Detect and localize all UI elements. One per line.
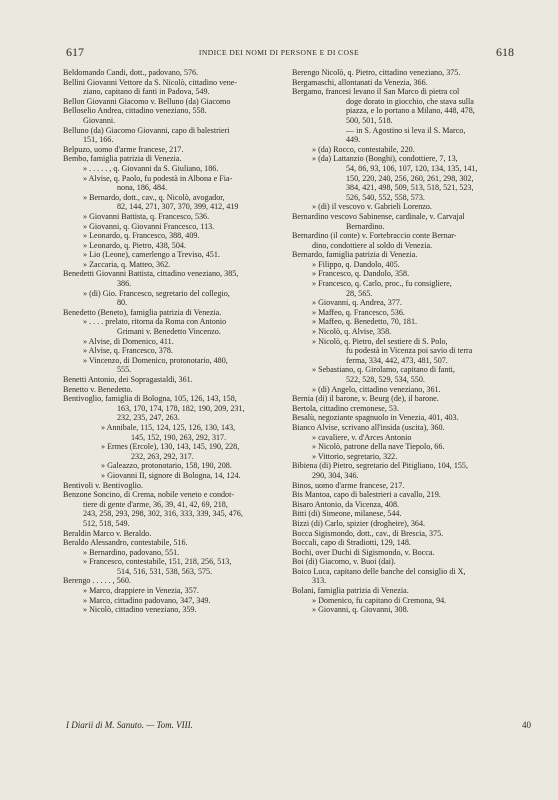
index-line: Benedetto (Beneto), famiglia patrizia di Venezia. bbox=[63, 307, 222, 317]
index-line: Beraldin Marco v. Beraldo. bbox=[63, 528, 152, 538]
index-line: » Marco, cittadino padovano, 347, 349. bbox=[83, 595, 211, 605]
index-line: » Vittorio, segretario, 322. bbox=[312, 451, 398, 461]
index-line: fu podestà in Vicenza poi savio di terra bbox=[346, 346, 473, 356]
index-line: — in S. Agostino si leva il S. Marco, bbox=[346, 125, 466, 135]
index-line: Belpuzo, uomo d'arme francese, 217. bbox=[63, 144, 184, 154]
index-line: » Alvise, di Domenico, 411. bbox=[83, 336, 174, 346]
index-line: » (di) il vescovo v. Gabrieli Lorenzo. bbox=[312, 202, 432, 212]
index-line: 514, 516, 531, 538, 563, 575. bbox=[117, 566, 213, 576]
index-line: 28, 565. bbox=[346, 288, 373, 298]
index-line: Bernardino (il conte) v. Fortebraccio conte Bernar- bbox=[292, 231, 457, 241]
index-line: Bellini Giovanni Vettore da S. Nicolò, cittadino vene- bbox=[63, 77, 238, 87]
index-line: Beraldo Alessandro, contestabile, 516. bbox=[63, 538, 188, 548]
index-line: tiere di gente d'arme, 36, 39, 41, 42, 69, 218, bbox=[83, 499, 228, 509]
index-line: 80. bbox=[117, 298, 128, 308]
index-line: 54, 86, 93, 106, 107, 120, 134, 135, 141, bbox=[346, 163, 478, 173]
index-line: » Nicolò, cittadino veneziano, 359. bbox=[83, 605, 197, 615]
index-line: » Francesco, q. Carlo, proc., fu consigliere, bbox=[312, 279, 452, 289]
index-line: 290, 304, 346. bbox=[312, 470, 359, 480]
index-line: piazza, e lo portano a Milano, 448, 478, bbox=[346, 106, 475, 116]
index-line: Beldomando Candi, dott., padovano, 576. bbox=[63, 68, 199, 77]
index-line: 555. bbox=[117, 365, 132, 375]
index-line: Boico Luca, capitano delle banche del consiglio di X, bbox=[292, 566, 466, 576]
index-line: » Alvise, q. Paolo, fu podestà in Albona e Fia- bbox=[83, 173, 233, 183]
index-line: Benetto v. Benedetto. bbox=[63, 384, 133, 394]
index-line: Bernardino. bbox=[346, 221, 385, 231]
index-line: » (di) Gio. Francesco, segretario del collegio, bbox=[83, 288, 230, 298]
index-line: Bocca Sigismondo, dott., cav., di Brescia, 375. bbox=[292, 528, 444, 538]
index-line: Bentivoglio, famiglia di Bologna, 105, 126, 143, 158, bbox=[63, 394, 237, 404]
index-line: » Leonardo, q. Pietro, 438, 504. bbox=[83, 240, 186, 250]
index-line: Bernardino vescovo Sabinense, cardinale, v. Carvajal bbox=[292, 211, 465, 221]
index-line: » Nicolò, q. Alvise, 358. bbox=[312, 327, 392, 337]
index-line: Boccali, capo di Stradiotti, 129, 148. bbox=[292, 538, 411, 548]
index-line: Bellon Giovanni Giacomo v. Belluno (da) Giacomo bbox=[63, 96, 231, 106]
index-line: » Sebastiano, q. Girolamo, capitano di fanti, bbox=[312, 365, 455, 375]
index-line: Binos, uomo d'arme francese, 217. bbox=[292, 480, 405, 490]
index-line: Bochi, over Duchi di Sigismondo, v. Bocca. bbox=[292, 547, 435, 557]
index-line: 386. bbox=[117, 279, 132, 289]
index-line: » Giovanni II, signore di Bologna, 14, 124. bbox=[101, 470, 241, 480]
index-line: » Maffeo, q. Francesco, 536. bbox=[312, 307, 405, 317]
index-line: » Francesco, q. Dandolo, 358. bbox=[312, 269, 410, 279]
index-line: 145, 152, 190, 263, 292, 317. bbox=[131, 432, 227, 442]
index-line: Bertola, cittadino cremonese, 53. bbox=[292, 403, 399, 413]
index-line: » Galeazzo, protonotario, 158, 190, 208. bbox=[101, 461, 232, 471]
index-line: dino, condottiere al soldo di Venezia. bbox=[312, 240, 433, 250]
index-line: » Giovanni, q. Giovanni Francesco, 113. bbox=[83, 221, 215, 231]
index-line: » cavaliere, v. d'Arces Antonio bbox=[312, 432, 412, 442]
footer-citation: I Diarii di M. Sanuto. — Tom. VIII. bbox=[66, 720, 193, 730]
index-line: nona, 186, 484. bbox=[117, 183, 168, 193]
index-line: » (di) Angelo, cittadino veneziano, 361. bbox=[312, 384, 441, 394]
index-column-right bbox=[292, 68, 525, 615]
index-line: 82, 144, 271, 307, 370, 399, 412, 419 bbox=[117, 202, 239, 212]
index-line: » Alvise, q. Francesco, 378. bbox=[83, 346, 173, 356]
page-number-left: 617 bbox=[66, 45, 84, 59]
index-line: 232, 235, 247, 263. bbox=[117, 413, 180, 423]
index-line: » . . . . prelato, ritorna da Roma con Antonio bbox=[83, 317, 227, 327]
index-line: » Bernardino, padovano, 551. bbox=[83, 547, 180, 557]
index-line: » Vincenzo, di Domenico, protonotario, 480, bbox=[83, 355, 228, 365]
index-line: Belluno (da) Giacomo Giovanni, capo di balestrieri bbox=[63, 125, 230, 135]
index-line: Benzone Soncino, di Crema, nobile veneto e condot- bbox=[63, 490, 235, 500]
index-line: 313. bbox=[312, 576, 327, 586]
index-line: Bergamo, francesi levano il San Marco di pietra col bbox=[292, 87, 460, 97]
index-line: 243, 258, 293, 298, 302, 316, 333, 339, 345, 476, bbox=[83, 509, 243, 519]
index-line: » Leonardo, q. Francesco, 388, 409. bbox=[83, 231, 200, 241]
index-line: 512, 518, 549. bbox=[83, 518, 130, 528]
index-line: » Marco, drappiere in Venezia, 357. bbox=[83, 586, 199, 596]
index-line: Benedetti Giovanni Battista, cittadino veneziano, 385, bbox=[63, 269, 239, 279]
index-line: Bibiena (di) Pietro, segretario del Pitigliano, 104, 155, bbox=[292, 461, 469, 471]
index-line: ziano, capitano di fanti in Padova, 549. bbox=[83, 87, 210, 97]
index-line: Bernia (di) il barone, v. Beurg (de), il barone. bbox=[292, 394, 439, 404]
index-line: 150, 220, 240, 256, 260, 261, 298, 302, bbox=[346, 173, 474, 183]
index-line: Berengo . . . . . , 560. bbox=[63, 576, 131, 586]
index-line: Berengo Nicolò, q. Pietro, cittadino veneziano, 375. bbox=[292, 68, 461, 77]
index-line: » Domenico, fu capitano di Cremona, 94. bbox=[312, 595, 447, 605]
index-line: Benetti Antonio, dei Sopragastaldi, 361. bbox=[63, 375, 193, 384]
index-line: Bembo, famiglia patrizia di Venezia. bbox=[63, 154, 182, 164]
index-line: » Zaccaria, q. Matteo, 362. bbox=[83, 259, 171, 269]
index-line: » Francesco, contestabile, 151, 218, 256, 513, bbox=[83, 557, 232, 567]
index-line: 151, 166. bbox=[83, 135, 114, 145]
index-line: » Bernardo, dott., cav., q. Nicolò, avogador, bbox=[83, 192, 225, 202]
index-line: Giovanni. bbox=[83, 115, 116, 125]
index-line: Bolani, famiglia patrizia di Venezia. bbox=[292, 586, 409, 596]
index-line: 449. bbox=[346, 135, 361, 145]
index-line: Bernardo, famiglia patrizia di Venezia. bbox=[292, 250, 418, 260]
index-line: » Giovanni, q. Giovanni, 308. bbox=[312, 605, 409, 615]
index-line: Bisaro Antonio, da Vicenza, 408. bbox=[292, 499, 400, 509]
index-line: » Filippo, q. Dandolo, 405. bbox=[312, 259, 400, 269]
index-column-left bbox=[63, 68, 298, 615]
index-line: Bianco Alvise, scrivano all'insida (uscita), 360. bbox=[292, 422, 445, 432]
index-line: » Maffeo, q. Benedetto, 70, 181. bbox=[312, 317, 418, 327]
index-line: » Annibale, 115, 124, 125, 126, 130, 143, bbox=[101, 422, 236, 432]
index-line: Besalù, negoziante spagnuolo in Venezia, 401, 403. bbox=[292, 413, 459, 423]
index-line: Bentivoli v. Bentivoglio. bbox=[63, 480, 143, 490]
index-line: 526, 540, 552, 558, 573. bbox=[346, 192, 425, 202]
index-line: 522, 528, 529, 534, 550. bbox=[346, 375, 425, 384]
index-line: » Nicolò, q. Pietro, del sestiere di S. Polo, bbox=[312, 336, 448, 346]
index-line: 384, 421, 498, 509, 513, 518, 521, 523, bbox=[346, 183, 474, 193]
index-line: 232, 263, 292, 317. bbox=[131, 451, 194, 461]
index-line: doge dorato in giocchio, che stava sulla bbox=[346, 96, 474, 106]
index-line: » (da) Rocco, contestabile, 220. bbox=[312, 144, 415, 154]
index-line: » Lio (Leone), camerlengo a Treviso, 451. bbox=[83, 250, 220, 260]
index-line: Bitti (di) Simeone, milanese, 544. bbox=[292, 509, 402, 519]
index-line: Bizzi (di) Carlo, spizier (drogheire), 364. bbox=[292, 518, 426, 528]
index-line: Boi (di) Giacomo, v. Buoi (dai). bbox=[292, 557, 396, 567]
index-line: » Nicolò, patrone della nave Tiepolo, 66. bbox=[312, 442, 445, 452]
index-line: » Giovanni, q. Andrea, 377. bbox=[312, 298, 402, 308]
index-line: 500, 501, 518. bbox=[346, 115, 393, 125]
index-line: » (da) Lattanzio (Bonghi), condottiere, 7, 13, bbox=[312, 154, 458, 164]
index-line: Belloselio Andrea, cittadino veneziano, 558. bbox=[63, 106, 207, 116]
index-line: Bergamaschi, allontanati da Venezia, 366. bbox=[292, 77, 428, 87]
index-line: 163, 170, 174, 178, 182, 190, 209, 231, bbox=[117, 403, 245, 413]
index-line: » Ermes (Ercole), 130, 143, 145, 190, 228, bbox=[101, 442, 240, 452]
page-number-right: 618 bbox=[496, 45, 514, 59]
footer-signature-number: 40 bbox=[522, 720, 531, 730]
index-line: » Giovanni Battista, q. Francesco, 536. bbox=[83, 211, 210, 221]
index-line: Bis Mantoa, capo di balestrieri a cavallo, 219. bbox=[292, 490, 441, 500]
index-line: » . . . . . , q. Giovanni da S. Giuliano, 186. bbox=[83, 163, 219, 173]
index-line: ferma, 334, 442, 473, 481, 507. bbox=[346, 355, 448, 365]
running-title: INDICE DEI NOMI DI PERSONE E DI COSE bbox=[198, 48, 360, 57]
index-line: Grimani v. Benedetto Vincenzo. bbox=[117, 327, 221, 337]
